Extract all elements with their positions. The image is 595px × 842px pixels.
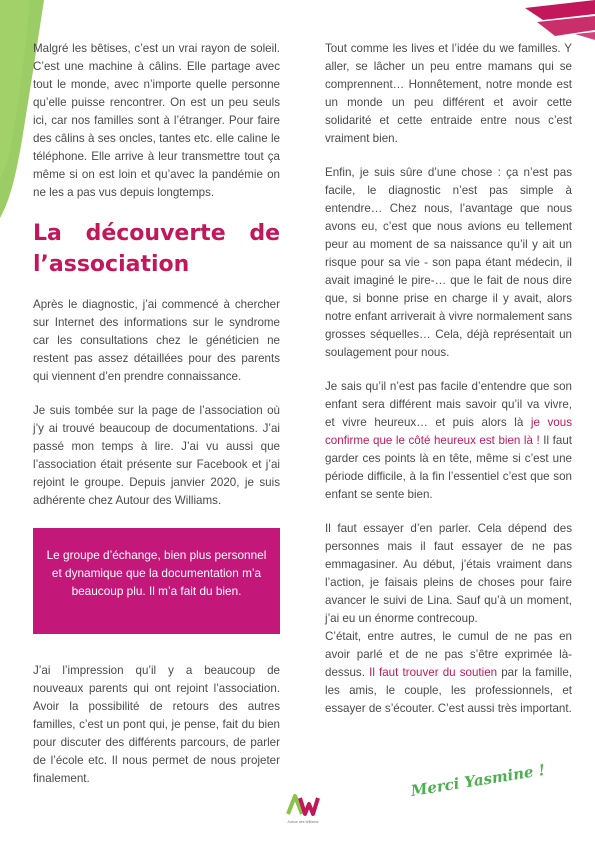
paragraph: Il faut essayer d’en parler. Cela dépend des personnes mais il faut essayer de ne pas emmagasiner. Au début, j’étais vraiment dans l’action, je faisais pleins de choses pour faire avancer le suivi de Lina. Sauf qu’à un moment, j’ai eu un énorme contrecoup. — [325, 522, 572, 625]
paragraph: Malgré les bêtises, c’est un vrai rayon de soleil. C’est une machine à câlins. Elle partage avec tout le monde, avec n’importe quelle personne qu’elle puisse rencontrer. On est un peu seuls ici, car nos familles sont à l’étranger. Pour faire des câlins à ses oncles, tantes etc. elle caline le téléphone. Elle arrive à leur transmettre tout ça même si on est loin et qu’avec la pandémie on ne les a pas vus depuis longtemps. — [33, 42, 280, 199]
paragraph — [325, 378, 572, 504]
left-column — [33, 40, 280, 804]
paragraph-text: C’était, entre autres, le cumul de ne pas en avoir parlé et de ne pas s’être exprimée là-dessus. — [325, 630, 572, 679]
thanks-signature: Merci Yasmine ! — [409, 760, 547, 800]
paragraph-text: Il faut garder ces points là en tête, même si c’est une période difficile, à la fin l’essentiel c’est que son enfant se sente bien. — [325, 434, 572, 501]
logo-caption: Autour des Williams — [287, 820, 319, 824]
section-heading: La découverte de l’association — [33, 221, 280, 277]
paragraph: Tout comme les lives et l’idée du we familles. Y aller, se lâcher un peu entre mamans qui se comprennent… Honnêtement, notre monde est un monde un peu différent et avoir cette solidarité et cette entraide entre nous c’est vraiment bien. — [325, 42, 572, 145]
paragraph-text: Je sais qu’il n’est pas facile d’entendre que son enfant sera différent mais savoir qu’il va vivre, et vivre heureux… et puis alors là — [325, 380, 572, 429]
quote-box — [33, 528, 280, 634]
quote-text: Le groupe d’échange, bien plus personnel et dynamique que la documentation m’a beaucoup plu. Il m’a fait du bien. — [46, 548, 267, 598]
paragraph: J’ai l’impression qu’il y a beaucoup de nouveaux parents qui ont rejoint l’association. Avoir la possibilité de retours des autres familles, c’est un pont qui, je pense, fait du bien pour discuter des différents parcours, de parler de l’école etc. Il nous permet de nous projeter finalement. — [33, 664, 280, 785]
right-column — [325, 40, 572, 734]
paragraph-text: par la famille, les amis, le couple, les professionnels, et essayer de s’écouter. C’est aussi très important. — [325, 666, 572, 715]
paragraph: Enfin, je suis sûre d’une chose : ça n’est pas facile, le diagnostic n’est pas simple à entendre… Chez nous, l’avantage que nous avons eu, c’est que nous avions eu tellement peur au moment de sa naissance qu’il y ait un risque pour sa vie - son papa étant médecin, il avait imaginé le pire-… que le fait de nous dire que, si bonne prise en charge il y avait, alors notre enfant arriverait à vivre normalement sans grosses séquelles… Cela, déjà représentait un soulagement pour nous. — [325, 166, 572, 359]
highlighted-text: je vous confirme que le côté heureux est bien là ! — [325, 416, 572, 447]
highlighted-text: Il faut trouver du soutien — [369, 666, 498, 679]
paragraph: Je suis tombée sur la page de l’association où j’y ai trouvé beaucoup de documentations. J’ai passé mon temps à lire. J’ai vu aussi que l’association était présente sur Facebook et j’ai rejoint le groupe. Depuis janvier 2020, je suis adhérente chez Autour des Williams. — [33, 404, 280, 507]
paragraph — [325, 628, 572, 718]
autour-des-williams-logo — [286, 790, 320, 822]
paragraph: Après le diagnostic, j’ai commencé à chercher sur Internet des informations sur le syndrome car les consultations chez le généticien ne restent pas assez détaillées pour des parents qui viennent d’en prendre connaissance. — [33, 298, 280, 383]
